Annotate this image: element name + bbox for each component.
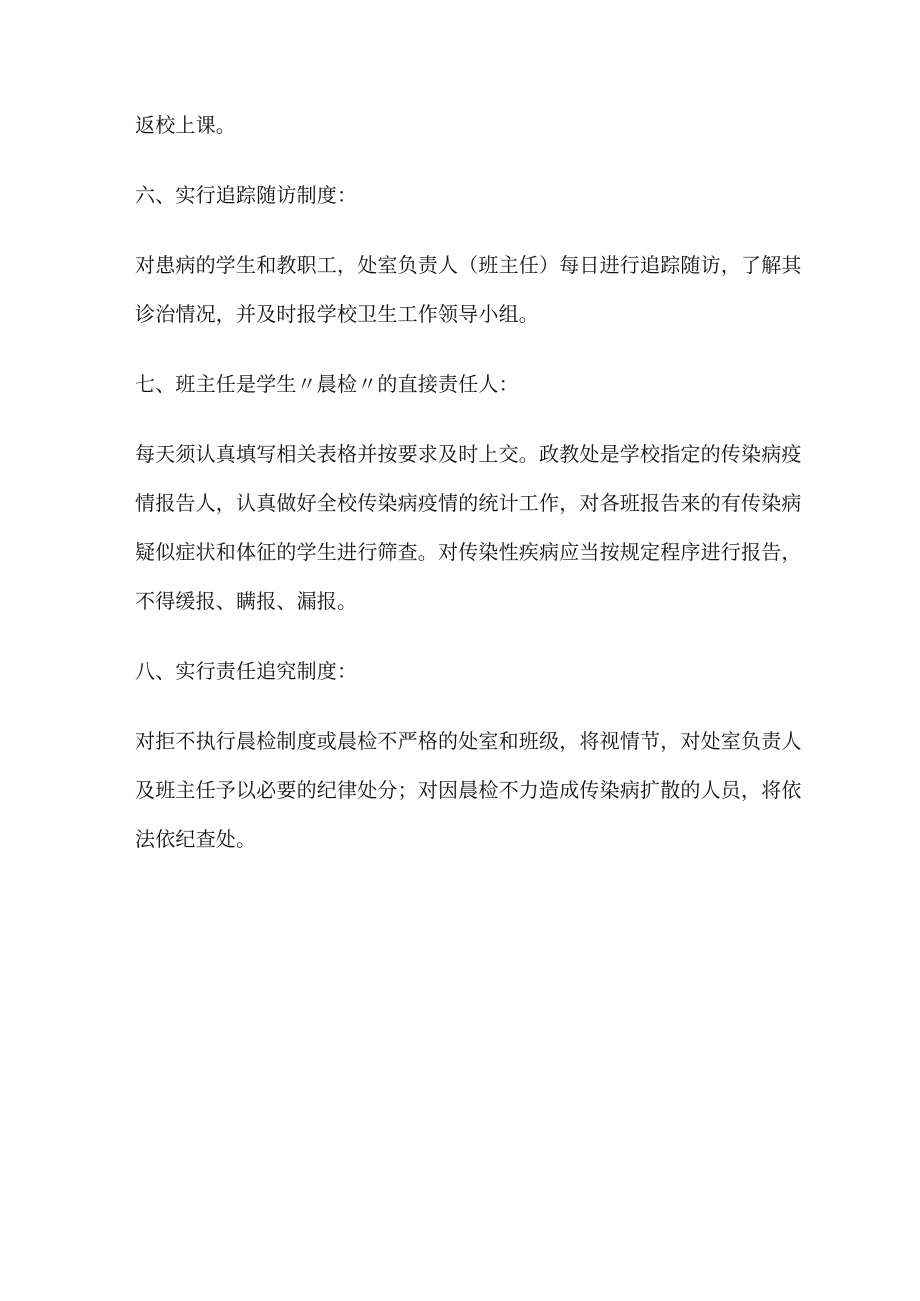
text-line: 疑似症状和体征的学生进行筛查。对传染性疾病应当按规定程序进行报告， — [135, 540, 802, 564]
paragraph-section-6 — [135, 252, 807, 327]
paragraph-section-8 — [135, 728, 807, 852]
paragraph-spacer — [135, 684, 807, 728]
line-spacer — [135, 565, 807, 588]
line-spacer — [135, 803, 807, 826]
text-line: 诊治情况，并及时报学校卫生工作领导小组。 — [135, 302, 539, 326]
paragraph-return-to-school — [135, 112, 807, 138]
paragraph-spacer — [135, 208, 807, 252]
paragraph-spacer — [135, 614, 807, 658]
line-spacer — [135, 278, 807, 301]
paragraph-spacer — [135, 397, 807, 441]
heading-section-6 — [135, 182, 807, 208]
paragraph-spacer — [135, 138, 807, 182]
section-heading: 七、班主任是学生〃晨检〃的直接责任人： — [135, 372, 519, 396]
text-line: 及班主任予以必要的纪律处分；对因晨检不力造成传染病扩散的人员，将依 — [135, 778, 802, 802]
text-line: 每天须认真填写相关表格并按要求及时上交。政教处是学校指定的传染病疫 — [135, 442, 802, 466]
text-line: 对拒不执行晨检制度或晨检不严格的处室和班级，将视情节，对处室负责人 — [135, 729, 802, 753]
document-body — [135, 112, 807, 852]
text-line: 法依纪查处。 — [135, 827, 257, 851]
text-line: 返校上课。 — [135, 113, 236, 137]
section-heading: 八、实行责任追究制度： — [135, 659, 358, 683]
heading-section-7 — [135, 371, 807, 397]
line-spacer — [135, 516, 807, 539]
text-line: 情报告人，认真做好全校传染病疫情的统计工作，对各班报告来的有传染病 — [135, 491, 802, 515]
text-line: 不得缓报、瞒报、漏报。 — [135, 589, 358, 613]
paragraph-spacer — [135, 327, 807, 371]
line-spacer — [135, 754, 807, 777]
heading-section-8 — [135, 658, 807, 684]
paragraph-section-7 — [135, 441, 807, 614]
text-line: 对患病的学生和教职工，处室负责人（班主任）每日进行追踪随访，了解其 — [135, 253, 802, 277]
section-heading: 六、实行追踪随访制度： — [135, 183, 358, 207]
line-spacer — [135, 467, 807, 490]
